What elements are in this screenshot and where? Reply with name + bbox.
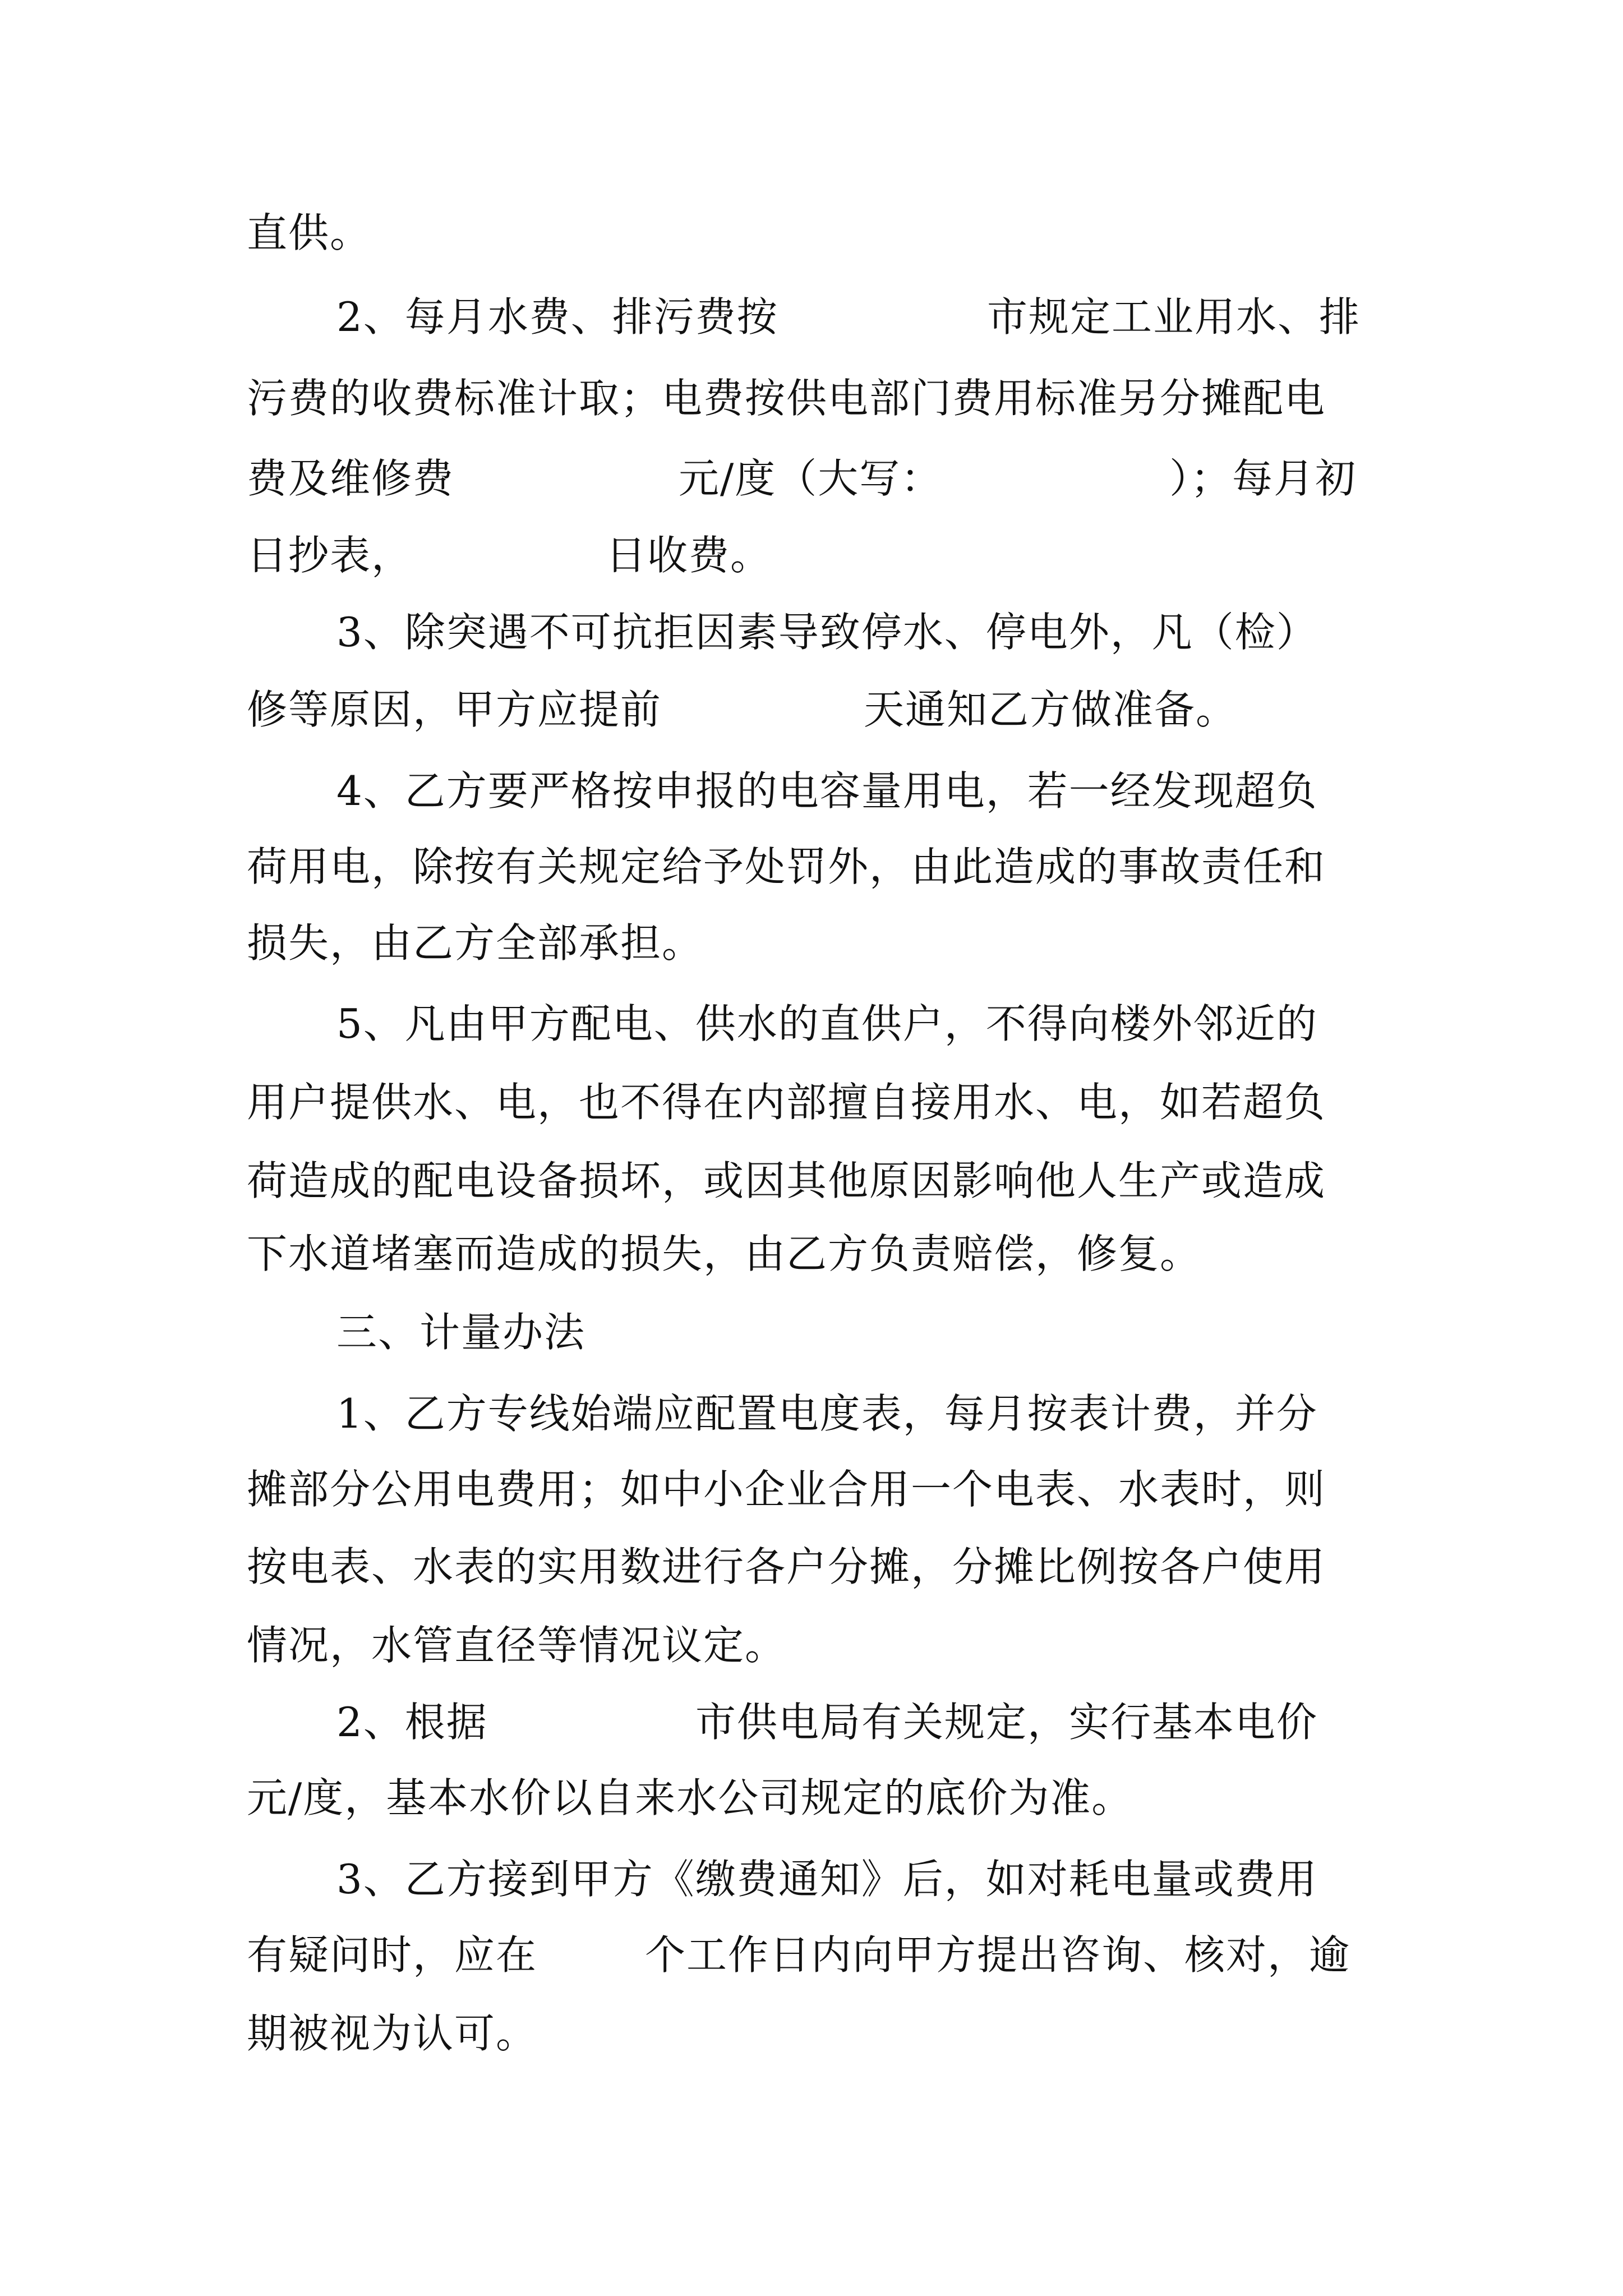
text-segment: 直供。 — [247, 209, 372, 256]
text-segment: 日抄表， — [247, 532, 413, 579]
text-segment: 个工作日内向甲方提出咨询、核对，逾 — [645, 1931, 1351, 1978]
text-segment: 3、除突遇不可抗拒因素导致停水、停电外，凡（检） — [336, 609, 1318, 656]
text-segment: 用户提供水、电，也不得在内部擅自接用水、电，如若超负 — [247, 1079, 1326, 1126]
text-segment: 3、乙方接到甲方《缴费通知》后，如对耗电量或费用 — [336, 1856, 1318, 1903]
text-segment: 天通知乙方做准备。 — [864, 686, 1238, 733]
text-segment: 修等原因，甲方应提前 — [247, 686, 662, 733]
text-segment: 元/度（大写： — [679, 455, 943, 502]
text-segment: 下水道堵塞而造成的损失，由乙方负责赔偿，修复。 — [247, 1230, 1202, 1277]
text-segment: ）；每月初 — [1169, 455, 1357, 502]
text-segment: 三、计量办法 — [336, 1309, 586, 1356]
text-segment: 按电表、水表的实用数进行各户分摊，分摊比例按各户使用 — [247, 1543, 1326, 1590]
text-segment: 元/度，基本水价以自来水公司规定的底价为准。 — [247, 1774, 1133, 1821]
text-segment: 有疑问时，应在 — [247, 1931, 538, 1978]
text-segment: 荷造成的配电设备损坏，或因其他原因影响他人生产或造成 — [247, 1157, 1326, 1204]
text-segment: 1、乙方专线始端应配置电度表，每月按表计费，并分 — [336, 1390, 1318, 1437]
text-segment: 市供电局有关规定，实行基本电价 — [695, 1699, 1318, 1746]
text-segment: 费及维修费 — [247, 455, 455, 502]
text-segment: 摊部分公用电费用；如中小企业合用一个电表、水表时，则 — [247, 1466, 1326, 1513]
text-segment: 损失，由乙方全部承担。 — [247, 919, 704, 967]
text-segment: 2、根据 — [336, 1699, 488, 1746]
text-segment: 荷用电，除按有关规定给予处罚外，由此造成的事故责任和 — [247, 843, 1326, 890]
text-segment: 5、凡由甲方配电、供水的直供户，不得向楼外邻近的 — [336, 1000, 1318, 1047]
text-segment: 情况，水管直径等情况议定。 — [247, 1622, 787, 1669]
text-segment: 日收费。 — [606, 532, 772, 579]
text-segment: 4、乙方要严格按申报的电容量用电，若一经发现超负 — [336, 767, 1318, 815]
text-segment: 2、每月水费、排污费按 — [336, 293, 778, 341]
text-segment: 市规定工业用水、排 — [987, 293, 1361, 341]
text-segment: 污费的收费标准计取；电费按供电部门费用标准另分摊配电 — [247, 375, 1326, 422]
text-segment: 期被视为认可。 — [247, 2010, 538, 2057]
